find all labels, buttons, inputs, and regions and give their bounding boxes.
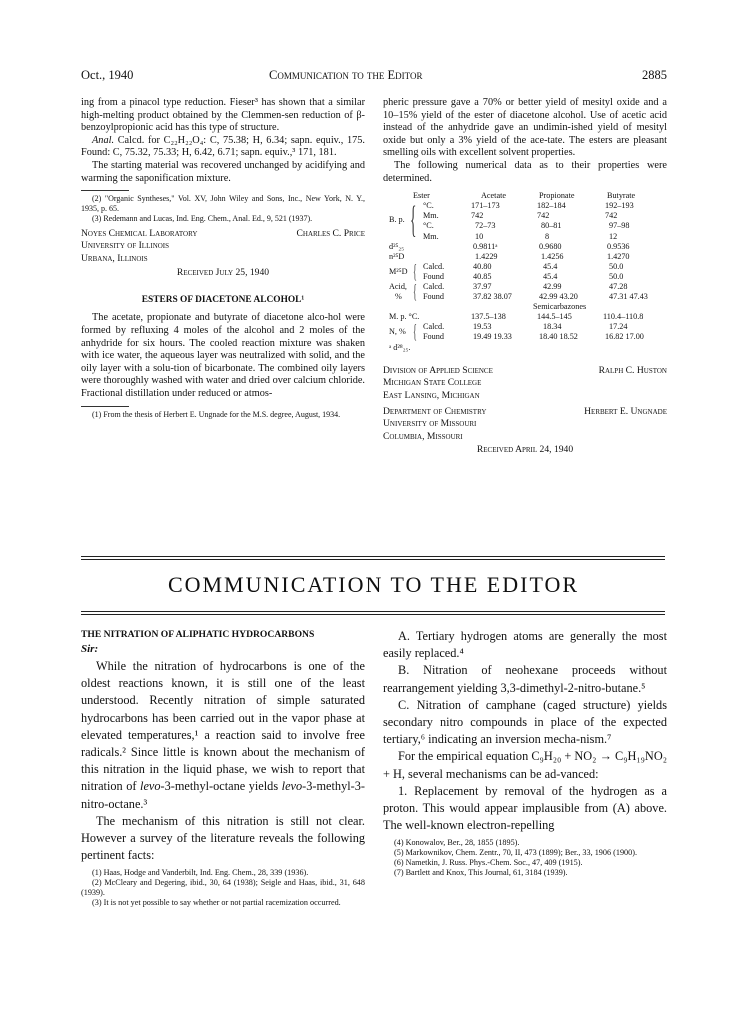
boiling-point-group (383, 201, 667, 241)
banner-rule-bottom (81, 611, 665, 612)
cell: 1.4229 (475, 251, 498, 261)
salutation: Sir: (81, 643, 99, 655)
table-row (383, 242, 667, 252)
banner-rule-top (81, 556, 665, 557)
paragraph: C. Nitration of camphane (caged structure) yields secondary nitro compounds in place of the expected tertiary,⁶ indicating an inversion mecha-nism.⁷ (383, 697, 667, 747)
affiliation-block (383, 365, 667, 403)
cell: 12 (609, 231, 618, 241)
nitrogen-label: N, % (389, 327, 406, 337)
cell: 37.82 38.07 (473, 292, 512, 302)
table-row (383, 312, 667, 322)
analysis-label: Anal. (92, 134, 115, 146)
footnotes (81, 868, 365, 908)
cell: 16.82 17.00 (605, 332, 644, 342)
cell: 0.9680 (539, 241, 562, 251)
author-name: Charles C. Price (296, 228, 365, 240)
brace: { (410, 199, 417, 242)
text-run: -3-methyl-octane yields (160, 779, 282, 794)
percent-label: % (395, 292, 402, 302)
cell: 742 (471, 211, 484, 221)
table-header: Acetate (481, 191, 506, 201)
cell: 47.28 (609, 282, 628, 292)
text-run: While the nitration of hydrocarbons is one of the oldest reactions known, it is still one of the least understood. Recently nitration of simple saturated hydrocarbons has been carried out in the vapor phase at elevated temperatures,¹ a reaction said to involve free radicals.² Since little is known about the mechanism of this nitration in the liquid phase, we wish to report that nitration of (81, 659, 365, 794)
row-label: n²⁵D (389, 251, 405, 261)
italic-term: levo (140, 779, 161, 794)
table-row (383, 211, 667, 221)
cell: 45.4 (543, 271, 558, 281)
cell: 742 (605, 211, 618, 221)
footnote-1: (1) Haas, Hodge and Vanderbilt, Ind. Eng. Chem., 28, 339 (1936). (92, 868, 309, 878)
paragraph: The acetate, propionate and butyrate of diacetone alco-hol were formed by refluxing 4 moles of the alcohol and 2 moles of the anhydride for six hours. The cooled reaction mixture was shaken with ice water, the aqueous layer was neutralized with solid, and the oily layer with a solu-tion of bicarbonate. The combined oily layers were thoroughly washed with water and dried over calcium chloride. Fractional distillation under reduced or atmos- (81, 312, 365, 399)
article-title: THE NITRATION OF ALIPHATIC HYDROCARBONS (81, 629, 315, 640)
footnote-3: (3) Redemann and Lucas, Ind. Eng. Chem., Anal. Ed., 9, 521 (1937). (92, 214, 313, 224)
properties-table (383, 191, 667, 359)
affiliation-line: University of Missouri (383, 418, 477, 430)
table-row (383, 221, 667, 231)
footnote-2: (2) McCleary and Degering, ibid., 30, 64 (1938); Seigle and Haas, ibid., 31, 648 (1939). (81, 878, 365, 898)
top-right-column (383, 97, 667, 457)
paragraph: B. Nitration of neohexane proceeds without rearrangement yielding 3,3-dimethyl-2-nitro-butane.⁵ (383, 663, 667, 695)
table-row (383, 262, 667, 272)
cell: 42.99 (543, 282, 562, 292)
acid-group (383, 282, 667, 302)
footnote-6: (6) Nametkin, J. Russ. Phys.-Chem. Soc., 47, 409 (1915). (394, 858, 583, 868)
row-label: °C. (423, 201, 434, 211)
affiliation-line: Urbana, Illinois (81, 252, 148, 264)
cell: 19.53 (473, 322, 492, 332)
brace: { (413, 321, 417, 344)
analysis-paragraph (81, 135, 365, 160)
footnote-5: (5) Markownikov, Chem. Zentr., 70, II, 473 (1899); Ber., 33, 1906 (1900). (394, 848, 638, 858)
table-row (383, 252, 667, 262)
row-label: Found (423, 271, 444, 281)
cell: 0.9811ᵃ (473, 241, 498, 251)
footnote-3: (3) It is not yet possible to say whether or not partial racemization occurred. (92, 898, 341, 908)
table-footnote-row (383, 343, 667, 353)
cell: 97–98 (609, 221, 630, 231)
affiliation-line: East Lansing, Michigan (383, 389, 480, 401)
paragraph (81, 658, 365, 813)
footnote-7: (7) Bartlett and Knox, This Journal, 61, 3184 (1939). (394, 868, 568, 878)
section-title: ESTERS OF DIACETONE ALCOHOL¹ (141, 294, 305, 305)
affiliation-line: University of Illinois (81, 240, 170, 252)
paragraph: The following numerical data as to their properties were determined. (383, 159, 667, 184)
nitrogen-group (383, 322, 667, 342)
header-date: Oct., 1940 (81, 68, 134, 82)
paragraph: ing from a pinacol type reduction. Fieser³ has shown that a similar high-melting product obtained by the Clemmen-sen reduction of β-benzoylpropionic acid has this type of structure. (81, 97, 365, 134)
semicarbazones-header: Semicarbazones (533, 302, 587, 312)
acid-label: Acid, (389, 282, 407, 292)
cell: 182–184 (537, 201, 566, 211)
received-date: Received April 24, 1940 (476, 444, 574, 456)
top-left-column (81, 97, 365, 420)
row-label: Calcd. (423, 322, 445, 332)
header-page-number: 2885 (642, 68, 667, 82)
footnote-2: (2) "Organic Syntheses," Vol. XV, John Wiley and Sons, Inc., New York, N. Y., 1935, p. 65. (81, 194, 365, 214)
cell: 40.85 (473, 271, 492, 281)
paragraph: The starting material was recovered unchanged by acidifying and warming the saponification mixture. (81, 159, 365, 184)
brace: { (413, 281, 417, 304)
cell: 50.0 (609, 271, 624, 281)
md-label: M²⁵D (389, 266, 408, 276)
bottom-left-column (81, 628, 365, 908)
paragraph: For the empirical equation C₉H₂₀ + NO₂ → C₉H₁₉NO₂ + H, several mechanisms can be ad-vanced: (383, 749, 667, 781)
cell: 110.4–110.8 (603, 312, 644, 322)
bottom-right-column (383, 628, 667, 878)
text-run: -3-methyl-3-nitro-octane.³ (81, 779, 365, 811)
row-label: Calcd. (423, 261, 445, 271)
cell: 18.34 (543, 322, 562, 332)
row-label: °C. (423, 221, 434, 231)
table-subheader (383, 302, 667, 312)
row-label: Found (423, 332, 444, 342)
paragraph: pheric pressure gave a 70% or better yield of mesityl oxide and a 10–15% yield of the ester of diacetone alcohol. Use of acetic acid instead of the anhydride gave an undimin-ished yield of mesityl oxide but only a 3% yield of the ace-tate. The esters are pleasant smelling oils with excellent solvent properties. (383, 97, 667, 159)
table-header: Propionate (539, 191, 575, 201)
table-row (383, 322, 667, 332)
table-row (383, 232, 667, 242)
table-header-row (383, 191, 667, 201)
received-date: Received July 25, 1940 (176, 267, 270, 279)
bp-label: B. p. (389, 215, 405, 225)
cell: 45.4 (543, 261, 558, 271)
cell: 18.40 18.52 (539, 332, 578, 342)
paragraph: 1. Replacement by removal of the hydrogen as a proton. This would appear implausible from (A) above. The well-known electron-repelling (383, 783, 667, 833)
cell: 171–173 (471, 201, 500, 211)
cell: 37.97 (473, 282, 492, 292)
affiliation-line: Columbia, Missouri (383, 430, 463, 442)
cell: 10 (475, 231, 484, 241)
table-row (383, 292, 667, 302)
row-label: d²⁵₂₅ (389, 241, 405, 251)
affiliation-line: Department of Chemistry (383, 406, 487, 418)
molar-refraction-group (383, 262, 667, 282)
paragraph: A. Tertiary hydrogen atoms are generally the most easily replaced.⁴ (383, 629, 667, 661)
running-header (81, 68, 681, 84)
footnote-4: (4) Konowalov, Ber., 28, 1855 (1895). (394, 838, 520, 848)
cell: 0.9536 (607, 241, 630, 251)
cell: 72–73 (475, 221, 496, 231)
author-name: Ralph C. Huston (598, 365, 667, 377)
cell: 1.4270 (607, 251, 630, 261)
row-label: Calcd. (423, 282, 445, 292)
banner-rule-top-2 (81, 559, 665, 560)
cell: 8 (545, 231, 550, 241)
paragraph: The mechanism of this nitration is still not clear. However a survey of the literature reveals the following pertinent facts: (81, 813, 365, 863)
table-row (383, 272, 667, 282)
cell: 1.4256 (541, 251, 564, 261)
analysis-text: Calcd. for C₂₂H₂₂O₄: C, 75.38; H, 6.34; sapn. equiv., 175. Found: C, 75.32, 75.33; H, 6.42, 6.71; sapn. equiv.,³ 171, 181. (81, 134, 365, 159)
affiliation-block (81, 228, 365, 266)
cell: 42.99 43.20 (539, 292, 578, 302)
cell: 47.31 47.43 (609, 292, 648, 302)
table-footnote: ᵃ d²⁸₂₅. (389, 342, 411, 352)
banner-rule-bottom-2 (81, 614, 665, 615)
cell: 192–193 (605, 201, 634, 211)
cell: 50.0 (609, 261, 624, 271)
footnotes (383, 838, 667, 878)
table-row (383, 332, 667, 342)
row-label: Mm. (423, 211, 439, 221)
affiliation-block (383, 406, 667, 444)
cell: 742 (537, 211, 550, 221)
row-label: M. p. °C. (389, 312, 420, 322)
section-banner: COMMUNICATION TO THE EDITOR (167, 572, 580, 597)
italic-term: levo (281, 779, 303, 794)
affiliation-line: Michigan State College (383, 377, 482, 389)
footnote-1: (1) From the thesis of Herbert E. Ungnade for the M.S. degree, August, 1934. (92, 409, 341, 419)
footnote-rule (81, 190, 129, 191)
cell: 19.49 19.33 (473, 332, 512, 342)
row-label: Found (423, 292, 444, 302)
table-row (383, 282, 667, 292)
cell: 17.24 (609, 322, 628, 332)
table-header: Ester (413, 191, 430, 201)
row-label: Mm. (423, 231, 439, 241)
cell: 40.80 (473, 261, 492, 271)
cell: 144.5–145 (537, 312, 572, 322)
affiliation-line: Noyes Chemical Laboratory (81, 228, 198, 240)
table-header: Butyrate (607, 191, 636, 201)
cell: 80–81 (541, 221, 562, 231)
affiliation-line: Division of Applied Science (383, 365, 493, 377)
brace: { (413, 260, 417, 283)
header-section: Communication to the Editor (269, 68, 423, 82)
table-row (383, 201, 667, 211)
author-name: Herbert E. Ungnade (584, 406, 667, 418)
footnote-rule (81, 406, 129, 407)
cell: 137.5–138 (471, 312, 506, 322)
